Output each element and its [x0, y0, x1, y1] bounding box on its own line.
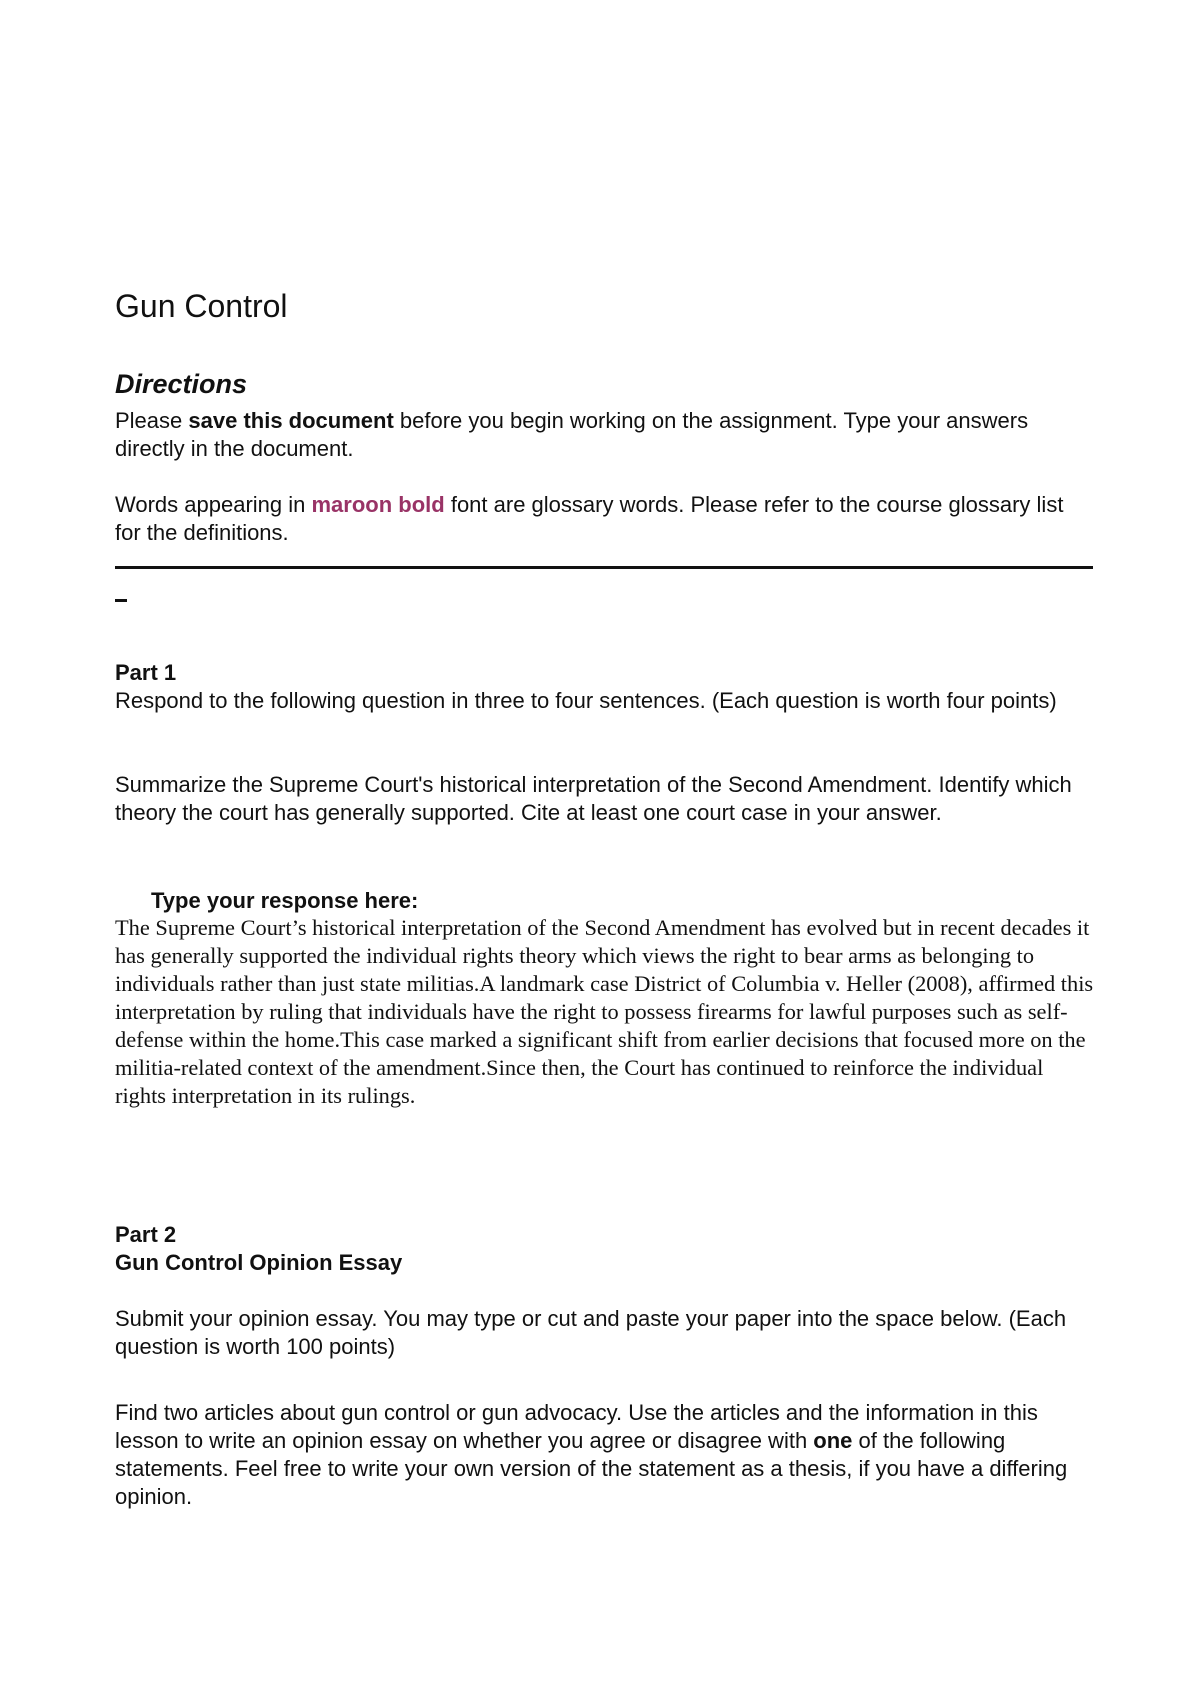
directions-paragraph-glossary — [115, 491, 1095, 547]
directions-text: before you begin working on the assignment. Type your answers directly in the document. — [115, 408, 1029, 461]
part2-heading: Part 2 — [115, 1222, 177, 1247]
glossary-text: font are glossary words. Please refer to the course glossary list for the definitions. — [115, 492, 1064, 545]
response-label: Type your response here: — [151, 888, 419, 913]
one-emphasis: one — [813, 1428, 853, 1453]
document-title: Gun Control — [115, 288, 288, 324]
glossary-maroon-example: maroon bold — [311, 492, 445, 517]
part1-question: Summarize the Supreme Court's historical interpretation of the Second Amendment. Identify which theory the court has generally supported. Cite at least one court case in your answer. — [115, 772, 1072, 825]
part2-prompt — [115, 1399, 1095, 1511]
part1-response-text[interactable]: The Supreme Court’s historical interpretation of the Second Amendment has evolved but in recent decades it has generally supported the individual rights theory which views the right to bear arms as belonging to individuals rather than just state militias.A landmark case District of Columbia v. Heller (2008), affirmed this interpretation by ruling that individuals have the right to possess firearms for lawful purposes such as self-defense within the home.This case marked a significant shift from earlier decisions that focused more on the militia-related context of the amendment.Since then, the Court has continued to reinforce the individual rights interpretation in its rulings. — [115, 915, 1094, 1108]
directions-text: Please — [115, 408, 189, 433]
prompt-text: of the following statements. Feel free to write your own version of the statement as a thesis, if you have a differing opinion. — [115, 1428, 1068, 1509]
glossary-text: Words appearing in — [115, 492, 312, 517]
part1-heading: Part 1 — [115, 660, 177, 685]
section-divider-tail — [115, 599, 127, 602]
part1-instructions: Respond to the following question in three to four sentences. (Each question is worth four points) — [115, 688, 1057, 713]
prompt-text: Find two articles about gun control or gun advocacy. Use the articles and the information in this lesson to write an opinion essay on whether you agree or disagree with — [115, 1400, 1038, 1453]
directions-paragraph-save — [115, 407, 1095, 463]
directions-heading: Directions — [115, 369, 248, 399]
part2-subheading: Gun Control Opinion Essay — [115, 1250, 403, 1275]
section-divider — [115, 566, 1093, 569]
part2-instructions: Submit your opinion essay. You may type or cut and paste your paper into the space below. (Each question is worth 100 points) — [115, 1306, 1067, 1359]
save-document-emphasis: save this document — [188, 408, 394, 433]
